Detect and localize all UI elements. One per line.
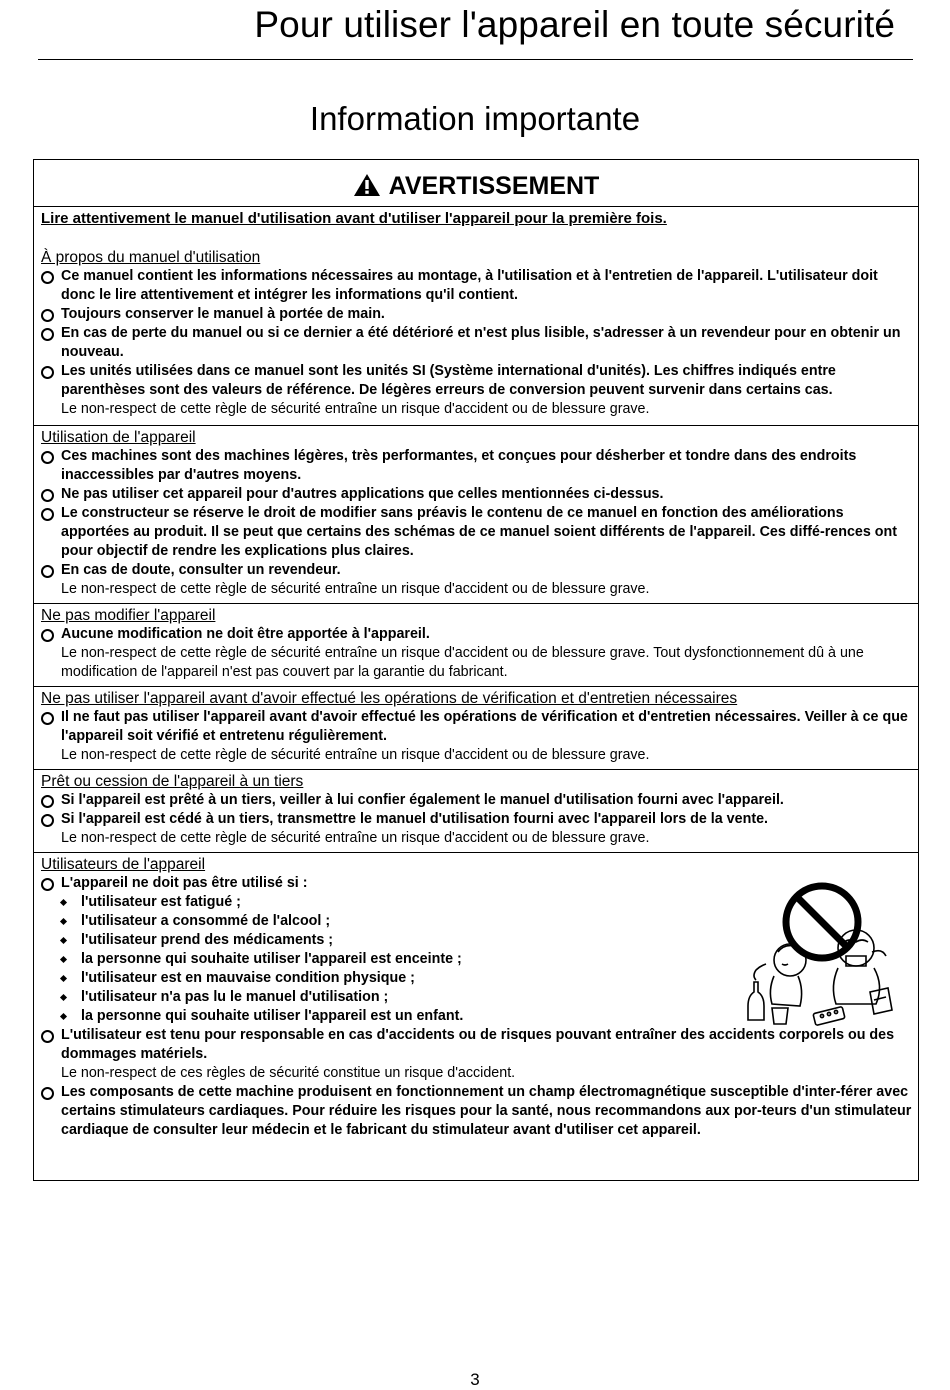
list-item: Les composants de cette machine produisent en fonctionnement un champ électromagnétique susceptible d'inter-férer avec certains stimulateurs cardiaques. Pour réduire les risques pour la santé, nous recommandons aux por-teurs d'un stimulateur cardiaque de consulter leur médecin et le fabricant du stimulateur avant d'utiliser cet appareil. <box>41 1083 918 1140</box>
list-item: Le constructeur se réserve le droit de modifier sans préavis le contenu de ce manuel en fonction des améliorations apportées au produit. Il se peut que certains des schémas de ce manuel soient différents de l'appareil. Ces diffé-rences ont pour objectif de rendre les explications plus claires. <box>41 504 918 561</box>
bullet-circle-icon <box>41 712 54 725</box>
list-item: Toujours conserver le manuel à portée de main. <box>41 305 918 324</box>
list-item: En cas de doute, consulter un revendeur. <box>41 561 918 580</box>
condition-item: l'utilisateur prend des médicaments ; <box>41 931 918 950</box>
consequence-note: Le non-respect de ces règles de sécurité constitue un risque d'accident. <box>61 1065 516 1081</box>
prohibition-illustration <box>738 882 896 1032</box>
list-item: L'utilisateur est tenu pour responsable en cas d'accidents ou de risques pouvant entraîner des accidents corporels ou des dommages matériels. <box>41 1026 918 1064</box>
diamond-bullet-icon <box>60 956 67 963</box>
list-item: En cas de perte du manuel ou si ce dernier a été détérioré et n'est plus lisible, s'adresser à un revendeur pour en obtenir un nouveau. <box>41 324 918 362</box>
condition-item: l'utilisateur est fatigué ; <box>41 893 918 912</box>
warning-heading-text: AVERTISSEMENT <box>388 172 600 200</box>
cup-icon <box>772 1008 788 1024</box>
section-title: Utilisateurs de l'appareil <box>41 856 206 873</box>
list-item: Si l'appareil est prêté à un tiers, veiller à lui confier également le manuel d'utilisation fourni avec l'appareil. <box>41 791 918 810</box>
section-subtitle <box>0 100 950 138</box>
bullet-circle-icon <box>41 814 54 827</box>
condition-item: l'utilisateur n'a pas lu le manuel d'utilisation ; <box>41 988 918 1007</box>
section-title: Prêt ou cession de l'appareil à un tiers <box>41 773 304 790</box>
condition-item: la personne qui souhaite utiliser l'appareil est enceinte ; <box>41 950 918 969</box>
list-item: Aucune modification ne doit être apportée à l'appareil. <box>41 625 918 644</box>
condition-item: la personne qui souhaite utiliser l'appareil est un enfant. <box>41 1007 918 1026</box>
bottle-icon <box>748 982 764 1020</box>
bullet-circle-icon <box>41 271 54 284</box>
medicine-packet-icon <box>870 988 892 1014</box>
page-title: Pour utiliser l'appareil en toute sécurité <box>254 4 895 45</box>
bullet-circle-icon <box>41 1030 54 1043</box>
warning-heading <box>34 160 918 207</box>
list-item: Si l'appareil est cédé à un tiers, transmettre le manuel d'utilisation fourni avec l'appareil lors de la vente. <box>41 810 918 829</box>
list-item: Ne pas utiliser cet appareil pour d'autres applications que celles mentionnées ci-dessus. <box>41 485 918 504</box>
diamond-bullet-icon <box>60 1013 67 1020</box>
warning-triangle-icon <box>353 173 381 197</box>
section-manual <box>34 207 918 426</box>
section-modify <box>34 606 918 687</box>
section-title: Ne pas modifier l'appareil <box>41 607 216 624</box>
diamond-bullet-icon <box>60 994 67 1001</box>
bullet-circle-icon <box>41 629 54 642</box>
consequence-note: Le non-respect de cette règle de sécurité entraîne un risque d'accident ou de blessure grave. <box>61 747 650 763</box>
diamond-bullet-icon <box>60 899 67 906</box>
section-check <box>34 689 918 770</box>
diamond-bullet-icon <box>60 918 67 925</box>
bullet-circle-icon <box>41 309 54 322</box>
person-body-icon <box>833 968 879 1004</box>
bullet-circle-icon <box>41 878 54 891</box>
condition-item: l'utilisateur est en mauvaise condition physique ; <box>41 969 918 988</box>
no-entry-icon <box>786 886 858 958</box>
section-usage <box>34 428 918 604</box>
list-item: Ces machines sont des machines légères, très performantes, et conçues pour désherber et tondre dans des endroits inaccessibles par d'autres moyens. <box>41 447 918 485</box>
diamond-bullet-icon <box>60 975 67 982</box>
bullet-circle-icon <box>41 1087 54 1100</box>
page-header <box>38 0 913 60</box>
bullet-circle-icon <box>41 795 54 808</box>
bullet-circle-icon <box>41 489 54 502</box>
bullet-circle-icon <box>41 508 54 521</box>
consequence-note: Le non-respect de cette règle de sécurité entraîne un risque d'accident ou de blessure grave. <box>61 830 650 846</box>
bullet-circle-icon <box>41 366 54 379</box>
section-title: Utilisation de l'appareil <box>41 429 196 446</box>
list-item: Ce manuel contient les informations nécessaires au montage, à l'utilisation et à l'entretien de l'appareil. L'utilisateur doit donc le lire attentivement et intégrer les informations qu'il contient. <box>41 267 918 305</box>
section-lend <box>34 772 918 853</box>
page-number: 3 <box>470 1370 480 1389</box>
person-body-icon <box>770 976 801 1006</box>
section-title: À propos du manuel d'utilisation <box>41 249 261 266</box>
condition-item: l'utilisateur a consommé de l'alcool ; <box>41 912 918 931</box>
consequence-note: Le non-respect de cette règle de sécurité entraîne un risque d'accident ou de blessure grave. <box>61 581 650 597</box>
subtitle-text: Information importante <box>309 100 641 137</box>
bullet-circle-icon <box>41 451 54 464</box>
consequence-note: Le non-respect de cette règle de sécurité entraîne un risque d'accident ou de blessure grave. Tout dysfonctionnement dû à une modification de l'appareil n'est pas couvert par la garantie du fabricant. <box>61 645 864 680</box>
bullet-circle-icon <box>41 565 54 578</box>
section-title: Ne pas utiliser l'appareil avant d'avoir effectué les opérations de vérification et d'entretien nécessaires <box>41 690 738 707</box>
consequence-note: Le non-respect de cette règle de sécurité entraîne un risque d'accident ou de blessure grave. <box>61 401 650 417</box>
list-item: Il ne faut pas utiliser l'appareil avant d'avoir effectué les opérations de vérification et d'entretien nécessaires. Veiller à ce que l'appareil soit vérifié et entretenu régulièrement. <box>41 708 918 746</box>
diamond-bullet-icon <box>60 937 67 944</box>
warning-intro: Lire attentivement le manuel d'utilisation avant d'utiliser l'appareil pour la première fois. <box>41 210 667 227</box>
list-item: L'appareil ne doit pas être utilisé si : <box>41 874 918 893</box>
list-item: Les unités utilisées dans ce manuel sont les unités SI (Système international d'unités). Les chiffres indiqués entre parenthèses sont des valeurs de référence. De légères erreurs de conversion peuvent survenir dans certains cas. <box>41 362 918 400</box>
bullet-circle-icon <box>41 328 54 341</box>
